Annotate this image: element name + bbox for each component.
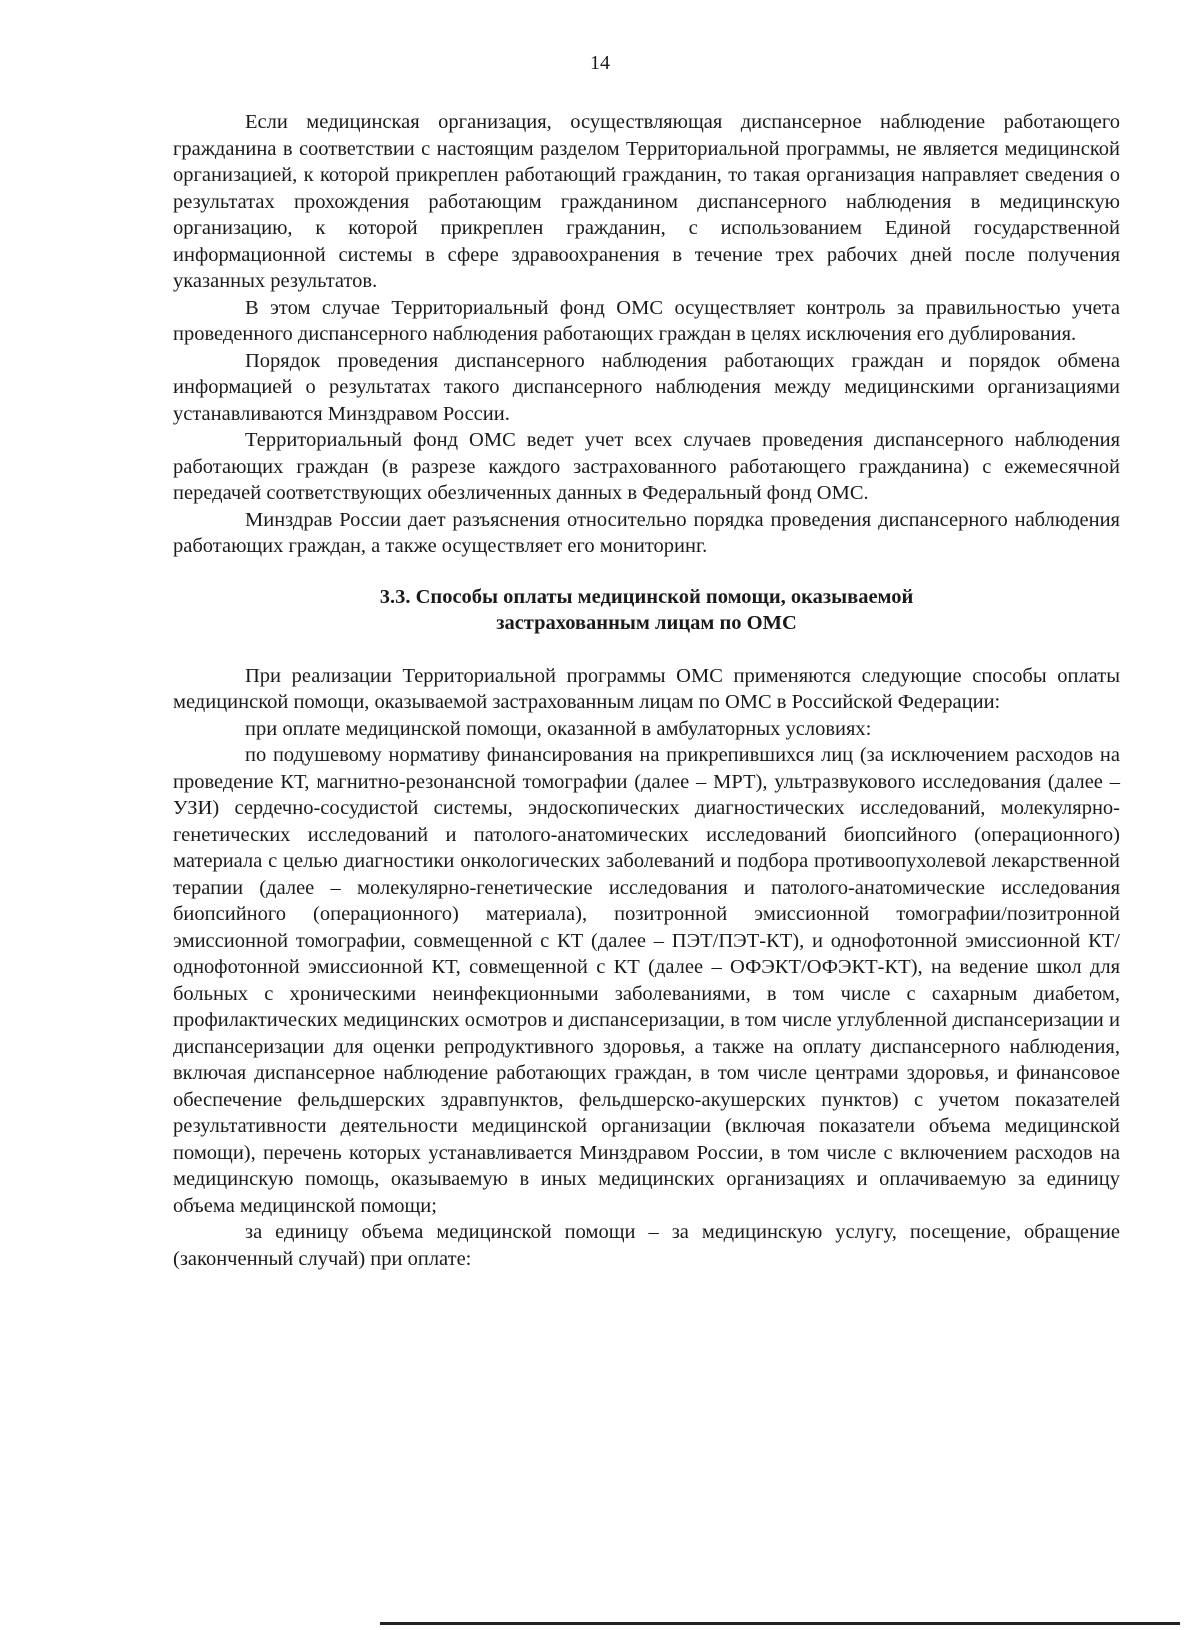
paragraph-procedure: Порядок проведения диспансерного наблюдения работающих граждан и порядок обмена информацией о результатах такого диспансерного наблюдения между медицинскими организациями устанавливаются Минздравом России. (173, 349, 1120, 425)
paragraph-fund-accounting: Территориальный фонд ОМС ведет учет всех случаев проведения диспансерного наблюдения работающих граждан (в разрезе каждого застрахованного работающего гражданина) с ежемесячной передачей соответствующих обезличенных данных в Федеральный фонд ОМС. (173, 429, 1120, 504)
section-heading-line-1: 3.3. Способы оплаты медицинской помощи, оказываемой (379, 585, 914, 608)
bottom-scan-edge-line (380, 1622, 1180, 1625)
paragraph-payment-methods-intro: При реализации Территориальной программы ОМС применяются следующие способы оплаты медицинской помощи, оказываемой застрахованным лицам по ОМС в Российской Федерации: (173, 664, 1120, 713)
paragraph-fund-control: В этом случае Территориальный фонд ОМС осуществляет контроль за правильностью учета проведенного диспансерного наблюдения работающих граждан в целях исключения его дублирования. (173, 296, 1120, 345)
page-number: 14 (590, 52, 610, 74)
document-body (173, 109, 1120, 1272)
paragraph-info-transfer: Если медицинская организация, осуществляющая диспансерное наблюдение работающего гражданина в соответствии с настоящим разделом Территориальной программы, не является медицинской организацией, к которой прикреплен работающий гражданин, то такая организация направляет сведения о результатах прохождения работающим гражданином диспансерного наблюдения в медицинскую организацию, к которой прикреплен гражданин, с использованием Единой государственной информационной системы в сфере здравоохранения в течение трех рабочих дней после получения указанных результатов. (173, 111, 1120, 292)
paragraph-per-capita-standard: по подушевому нормативу финансирования на прикрепившихся лиц (за исключением расходов на проведение КТ, магнитно-резонансной томографии (далее – МРТ), ультразвукового исследования (далее – УЗИ) сердечно-сосудистой системы, эндоскопических диагностических исследований, молекулярно-генетических исследований и патолого-анатомических исследований биопсийного (операционного) материала с целью диагностики онкологических заболеваний и подбора противоопухолевой лекарственной терапии (далее – молекулярно-генетические исследования и патолого-анатомические исследования биопсийного (операционного) материала), позитронной эмиссионной томографии/позитронной эмиссионной томографии, совмещенной с КТ (далее – ПЭТ/ПЭТ-КТ), и однофотонной эмиссионной КТ/однофотонной эмиссионной КТ, совмещенной с КТ (далее – ОФЭКТ/ОФЭКТ-КТ), на ведение школ для больных с хроническими неинфекционными заболеваниями, в том числе с сахарным диабетом, профилактических медицинских осмотров и диспансеризации, в том числе углубленной диспансеризации и диспансеризации для оценки репродуктивного здоровья, а также на оплату диспансерного наблюдения, включая диспансерное наблюдение работающих граждан, в том числе центрами здоровья, и финансовое обеспечение фельдшерских здравпунктов, фельдшерско-акушерских пунктов) с учетом показателей результативности деятельности медицинской организации (включая показатели объема медицинской помощи), перечень которых устанавливается Минздравом России, в том числе с включением расходов на медицинскую помощь, оказываемую в иных медицинских организациях и оплачиваемую за единицу объема медицинской помощи; (173, 744, 1120, 1217)
section-heading-line-2: застрахованным лицам по ОМС (496, 612, 797, 634)
paragraph-ministry-clarifications: Минздрав России дает разъяснения относительно порядка проведения диспансерного наблюдения работающих граждан, а также осуществляет его мониторинг. (173, 508, 1120, 557)
paragraph-outpatient-payment: при оплате медицинской помощи, оказанной в амбулаторных условиях: (245, 717, 872, 740)
paragraph-unit-of-volume: за единицу объема медицинской помощи – за медицинскую услугу, посещение, обращение (законченный случай) при оплате: (173, 1221, 1120, 1270)
section-heading (173, 584, 1120, 637)
